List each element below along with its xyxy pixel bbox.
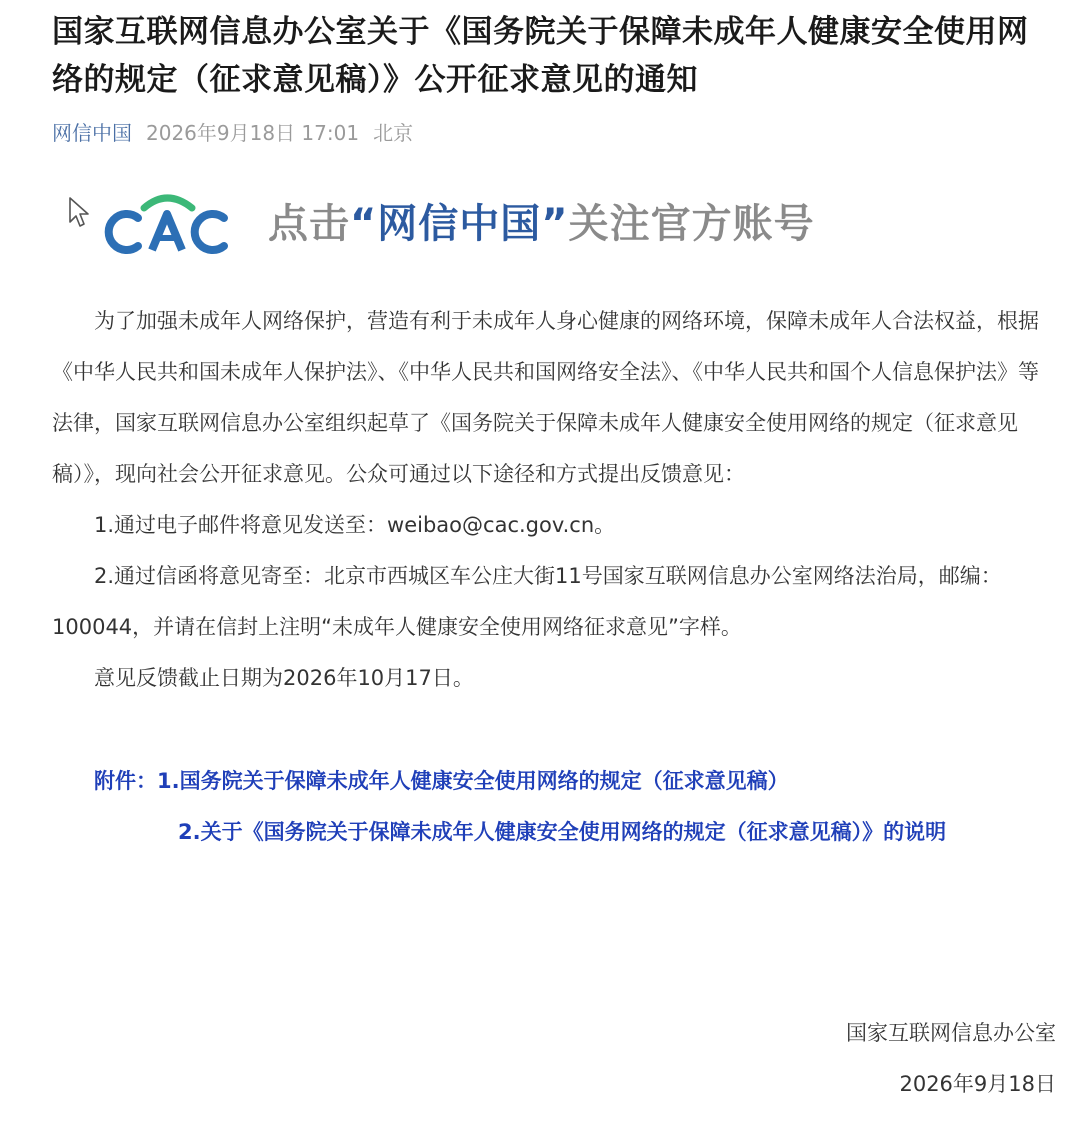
attachment-link-1[interactable]: 1.国务院关于保障未成年人健康安全使用网络的规定（征求意见稿） — [157, 769, 789, 793]
banner-text-prefix: 点击 — [268, 201, 350, 247]
attachment-label: 附件： — [94, 769, 157, 793]
email-link[interactable]: weibao@cac.gov.cn — [387, 513, 595, 537]
follow-banner[interactable] — [68, 190, 908, 260]
email-prefix: 1.通过电子邮件将意见发送至： — [94, 513, 388, 537]
email-suffix: 。 — [594, 513, 616, 537]
banner-text-highlight: “网信中国” — [350, 201, 569, 247]
article-meta — [52, 118, 1056, 148]
article-title: 国家互联网信息办公室关于《国务院关于保障未成年人健康安全使用网络的规定（征求意见稿）》公开征求意见的通知 — [52, 14, 1029, 98]
attachment-link-2[interactable]: 2.关于《国务院关于保障未成年人健康安全使用网络的规定（征求意见稿）》的说明 — [178, 820, 947, 844]
article-body — [52, 296, 1056, 858]
mouse-cursor-icon — [68, 196, 90, 228]
signature-org: 国家互联网信息办公室 — [846, 1021, 1056, 1045]
feedback-item-letter: 2.通过信函将意见寄至：北京市西城区车公庄大街11号国家互联网信息办公室网络法治局，邮编：100044，并请在信封上注明“未成年人健康安全使用网络征求意见”字样。 — [52, 564, 1002, 639]
article-location: 北京 — [373, 121, 414, 145]
signature — [846, 1008, 1056, 1110]
cac-logo — [100, 190, 234, 256]
feedback-item-email — [52, 500, 1056, 551]
article-source[interactable]: 网信中国 — [52, 121, 132, 145]
deadline-text: 意见反馈截止日期为2026年10月17日。 — [94, 666, 474, 690]
intro-paragraph: 为了加强未成年人网络保护，营造有利于未成年人身心健康的网络环境，保障未成年人合法权益，根据《中华人民共和国未成年人保护法》、《中华人民共和国网络安全法》、《中华人民共和国个人信息保护法》等法律，国家互联网信息办公室组织起草了《国务院关于保障未成年人健康安全使用网络的规定（征求意见稿）》，现向社会公开征求意见。公众可通过以下途径和方式提出反馈意见： — [52, 309, 1039, 486]
signature-date: 2026年9月18日 — [899, 1072, 1056, 1096]
banner-text — [268, 198, 815, 250]
banner-text-suffix: 关注官方账号 — [568, 201, 815, 247]
attachment-item-1[interactable] — [52, 756, 1056, 807]
article-datetime: 2026年9月18日 17:01 — [146, 121, 360, 145]
article-header — [52, 0, 1056, 148]
